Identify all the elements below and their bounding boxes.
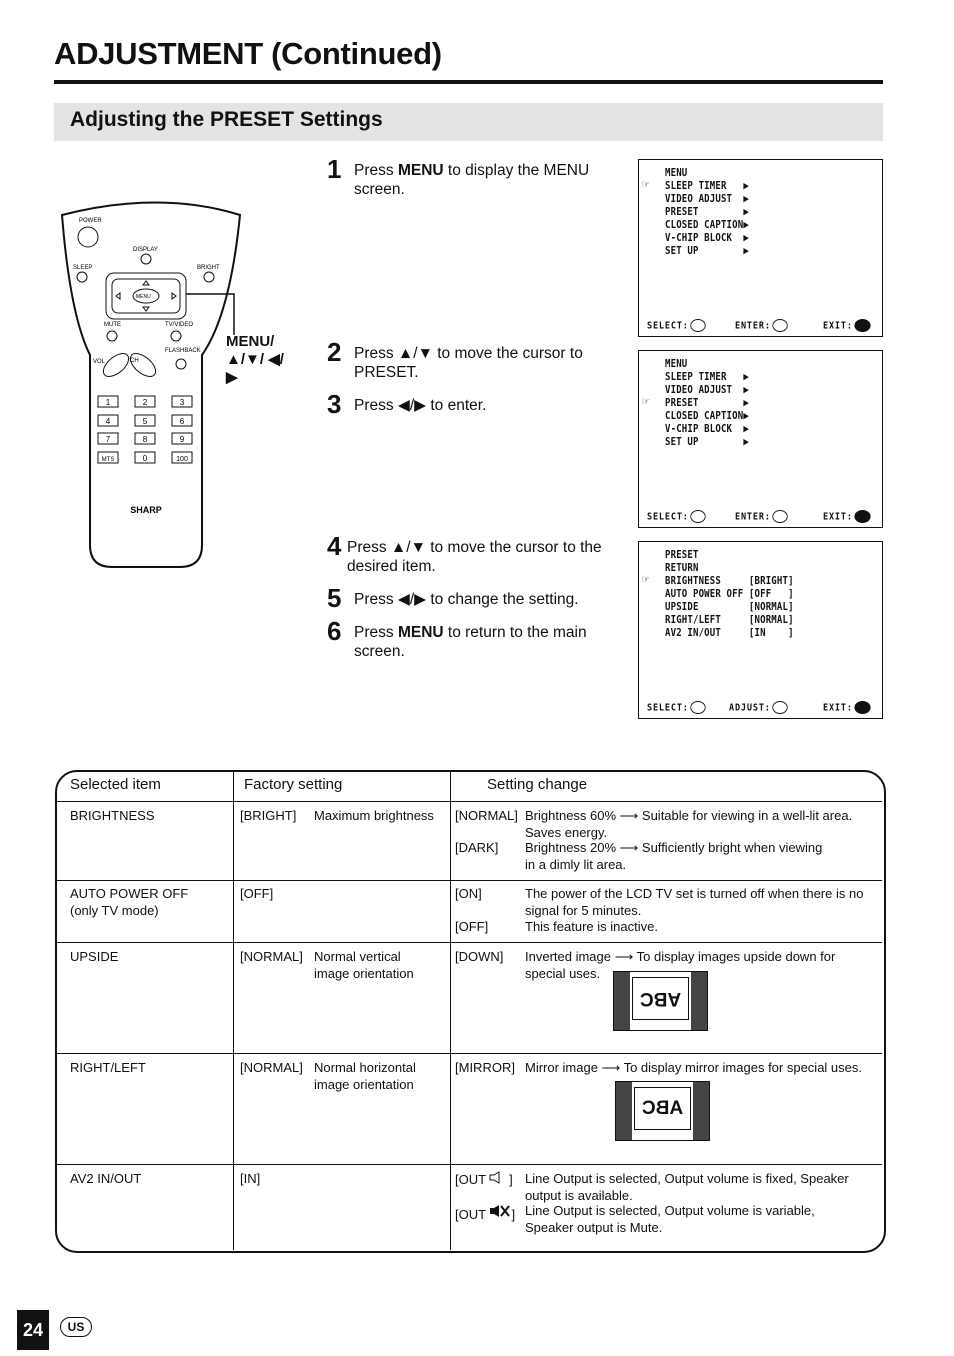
joystick-icon <box>772 701 787 714</box>
tv-screen-text: ABC <box>634 1087 691 1130</box>
table-cell-desc: Line Output is selected, Output volume is fixed, Speaker output is available. <box>525 1171 849 1203</box>
step-text: Press MENU to return to the main screen. <box>354 624 587 660</box>
osd-menu-screen <box>638 350 883 528</box>
remote-menu-label: MENU <box>136 294 151 300</box>
step-number: 2 <box>327 337 342 367</box>
table-cell-option: [ON] <box>455 886 482 901</box>
tv-upside-down-illustration <box>613 971 708 1031</box>
table-cell-desc: Mirror image ⟶ To display mirror images for special uses. <box>525 1060 862 1075</box>
table-divider <box>56 942 882 943</box>
table-cell-desc: The power of the LCD TV set is turned off when there is no signal for 5 minutes. <box>525 886 864 918</box>
table-cell-desc: Brightness 20% ⟶ Sufficiently bright when viewing in a dimly lit area. <box>525 840 823 872</box>
speaker-icon <box>489 1171 505 1184</box>
table-header: Factory setting <box>244 776 343 793</box>
table-cell-option: [NORMAL] <box>455 808 518 823</box>
table-cell-item: BRIGHTNESS <box>70 808 155 823</box>
page-number: 24 <box>17 1310 49 1350</box>
table-cell-item: RIGHT/LEFT <box>70 1060 146 1075</box>
table-cell-option: [DARK] <box>455 840 499 855</box>
table-cell-factory: [NORMAL] <box>240 1060 303 1075</box>
osd-exit-label: EXIT: <box>823 701 871 714</box>
osd-lines: MENU SLEEP TIMER ▶ VIDEO ADJUST ▶ PRESET ▶ CLOSED CAPTION▶ V-CHIP BLOCK ▶ SET UP ▶ <box>665 166 749 257</box>
osd-lines: PRESET RETURN BRIGHTNESS [BRIGHT] AUTO POWER OFF [OFF ] UPSIDE [NORMAL] RIGHT/LEFT [NORMAL] AV2 IN/OUT [IN ] <box>665 548 794 639</box>
remote-key: 4 <box>105 417 111 426</box>
remote-key: 7 <box>105 435 111 444</box>
joystick-icon <box>690 701 705 714</box>
section-title: Adjusting the PRESET Settings <box>70 108 383 131</box>
remote-tvvideo-label: TV/VIDEO <box>165 322 194 328</box>
table-cell-item: UPSIDE <box>70 949 119 964</box>
remote-vol-label: VOL <box>93 359 106 365</box>
table-cell-factory: [BRIGHT] <box>240 808 297 823</box>
remote-brand-logo: SHARP <box>130 505 162 515</box>
remote-power-label: POWER <box>79 218 102 224</box>
osd-enter-label: ENTER: <box>735 319 788 332</box>
table-cell-option: [OUT ] <box>455 1172 513 1187</box>
step-number: 4 <box>327 531 342 561</box>
table-cell-factory-desc: Maximum brightness <box>314 808 434 823</box>
osd-enter-label: ENTER: <box>735 510 788 523</box>
title-rule <box>54 80 883 84</box>
osd-exit-label: EXIT: <box>823 510 871 523</box>
table-cell-option: [OUT ] <box>455 1203 515 1224</box>
hand-pointer-icon: ☞ <box>642 394 650 408</box>
step-number: 1 <box>327 154 342 184</box>
table-header: Selected item <box>70 776 161 793</box>
table-divider <box>56 880 882 881</box>
table-cell-option: [MIRROR] <box>455 1060 515 1075</box>
table-divider <box>450 772 451 1250</box>
table-divider <box>56 1164 882 1165</box>
menu-button-icon <box>855 510 871 523</box>
step-number: 5 <box>327 583 342 613</box>
hand-pointer-icon: ☞ <box>642 572 650 586</box>
remote-mute-label: MUTE <box>104 322 121 328</box>
remote-key: 3 <box>179 398 185 407</box>
table-cell-item: AUTO POWER OFF (only TV mode) <box>70 886 189 918</box>
page-title: ADJUSTMENT (Continued) <box>54 36 442 71</box>
osd-exit-label: EXIT: <box>823 319 871 332</box>
table-cell-factory-desc: Normal vertical image orientation <box>314 949 414 981</box>
tv-mirror-illustration <box>615 1081 710 1141</box>
joystick-icon <box>773 510 788 523</box>
remote-key: 8 <box>142 435 148 444</box>
hand-pointer-icon: ☞ <box>642 177 650 191</box>
remote-key: 6 <box>179 417 185 426</box>
menu-button-icon <box>855 319 871 332</box>
remote-key: 9 <box>179 435 185 444</box>
table-divider <box>56 1053 882 1054</box>
speaker-mute-icon <box>489 1203 511 1219</box>
table-cell-desc: Line Output is selected, Output volume is variable, Speaker output is Mute. <box>525 1203 815 1235</box>
step-text: Press ◀/▶ to enter. <box>354 397 487 414</box>
step-number: 3 <box>327 389 342 419</box>
step-text: Press MENU to display the MENU screen. <box>354 162 590 198</box>
step-text: Press ▲/▼ to move the cursor to the desired item. <box>347 539 602 575</box>
remote-key: 2 <box>142 398 148 407</box>
tv-screen-text: ABC <box>632 977 689 1020</box>
remote-sleep-label: SLEEP <box>73 265 93 271</box>
remote-key: MTS <box>101 457 115 463</box>
step-text: Press ▲/▼ to move the cursor to PRESET. <box>354 345 583 381</box>
step-text: Press ◀/▶ to change the setting. <box>354 591 579 608</box>
remote-flashback-label: FLASHBACK <box>165 348 201 354</box>
remote-key: 0 <box>142 454 148 463</box>
remote-display-label: DISPLAY <box>133 247 158 253</box>
table-cell-option: [DOWN] <box>455 949 504 964</box>
table-cell-factory: [NORMAL] <box>240 949 303 964</box>
joystick-icon <box>690 319 705 332</box>
table-cell-factory-desc: Normal horizontal image orientation <box>314 1060 416 1092</box>
remote-key: 100 <box>176 456 188 463</box>
joystick-icon <box>690 510 705 523</box>
osd-preset-screen <box>638 541 883 719</box>
table-cell-factory: [IN] <box>240 1171 261 1186</box>
osd-select-label: SELECT: <box>647 701 706 714</box>
remote-bright-label: BRIGHT <box>197 265 220 271</box>
table-cell-desc: This feature is inactive. <box>525 919 658 934</box>
table-cell-desc: Inverted image ⟶ To display images upside down for special uses. <box>525 949 836 981</box>
remote-ch-label: CH <box>130 358 139 364</box>
menu-button-icon <box>855 701 871 714</box>
remote-key: 1 <box>105 398 111 407</box>
table-cell-item: AV2 IN/OUT <box>70 1171 142 1186</box>
table-cell-desc: Brightness 60% ⟶ Suitable for viewing in a well-lit area. Saves energy. <box>525 808 853 840</box>
osd-menu-screen <box>638 159 883 337</box>
step-number: 6 <box>327 616 342 646</box>
osd-adjust-label: ADJUST: <box>729 701 788 714</box>
table-divider <box>56 801 882 802</box>
table-cell-option: [OFF] <box>455 919 489 934</box>
table-divider <box>233 772 234 1250</box>
table-cell-factory: [OFF] <box>240 886 274 901</box>
region-badge: US <box>60 1317 92 1337</box>
osd-lines: MENU SLEEP TIMER ▶ VIDEO ADJUST ▶ PRESET ▶ CLOSED CAPTION▶ V-CHIP BLOCK ▶ SET UP ▶ <box>665 357 749 448</box>
table-header: Setting change <box>487 776 588 793</box>
osd-select-label: SELECT: <box>647 510 706 523</box>
osd-select-label: SELECT: <box>647 319 706 332</box>
joystick-icon <box>773 319 788 332</box>
remote-key: 5 <box>142 417 148 426</box>
remote-callout: MENU/ ▲/▼/ ◀/▶ <box>226 333 284 386</box>
